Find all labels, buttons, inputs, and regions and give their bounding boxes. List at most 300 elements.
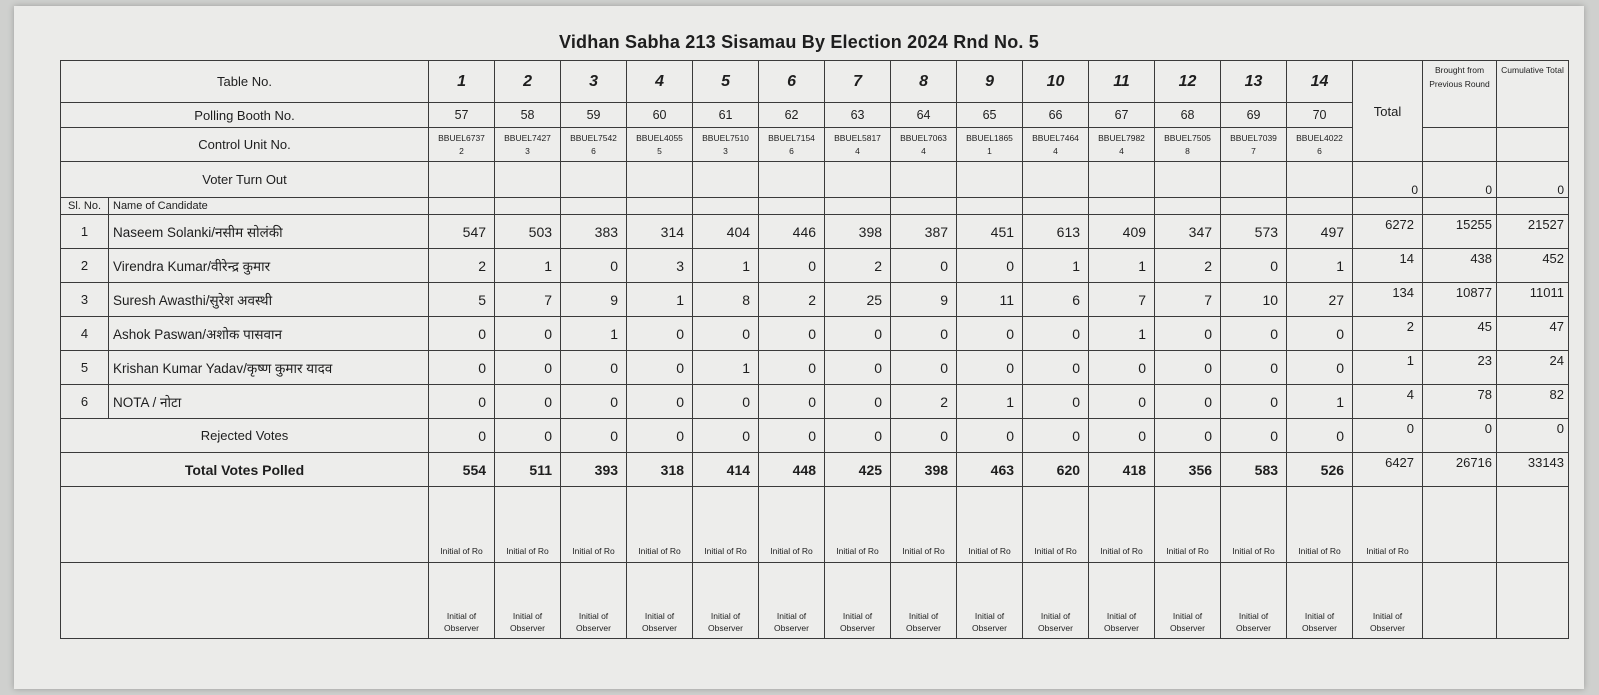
initial-ro-cell: Initial of Ro xyxy=(429,487,495,563)
initial-observer-cell: Initial of Observer xyxy=(1287,563,1353,639)
initial-observer-cell: Initial of Observer xyxy=(429,563,495,639)
initial-observer-cell: Initial of Observer xyxy=(957,563,1023,639)
control-unit-cell xyxy=(495,128,561,162)
total-header: Total xyxy=(1353,61,1423,162)
control-unit-sub: 6 xyxy=(1317,145,1322,156)
candidate-header-blank xyxy=(825,198,891,215)
brought-forward-header: Brought from Previous Round xyxy=(1423,61,1497,128)
vote-cell: 0 xyxy=(891,249,957,283)
row-cumulative: 33143 xyxy=(1497,453,1569,487)
row-total: 14 xyxy=(1353,249,1423,283)
vote-cell: 9 xyxy=(891,283,957,317)
control-unit-label: Control Unit No. xyxy=(61,128,429,162)
vote-cell: 398 xyxy=(891,453,957,487)
vote-cell: 0 xyxy=(495,351,561,385)
table-no-cell: 7 xyxy=(825,61,891,103)
initial-ro-cell: Initial of Ro xyxy=(693,487,759,563)
voter-turnout-cell xyxy=(495,162,561,198)
polling-booth-cell: 58 xyxy=(495,103,561,128)
polling-booth-cell: 63 xyxy=(825,103,891,128)
row-brought-forward: 26716 xyxy=(1423,453,1497,487)
control-unit-sub: 2 xyxy=(459,145,464,156)
candidate-row xyxy=(61,351,1569,385)
control-unit-sub: 4 xyxy=(1119,145,1124,156)
sl-no-cell: 6 xyxy=(61,385,109,419)
initial-ro-cell: Initial of Ro xyxy=(495,487,561,563)
candidate-row xyxy=(61,249,1569,283)
vote-cell: 0 xyxy=(825,351,891,385)
table-no-label: Table No. xyxy=(61,61,429,103)
vote-cell: 2 xyxy=(891,385,957,419)
vote-cell: 0 xyxy=(1155,419,1221,453)
initial-observer-blank xyxy=(1497,563,1569,639)
row-cumulative: 0 xyxy=(1497,419,1569,453)
candidate-name: Virendra Kumar/वीरेन्द्र कुमार xyxy=(109,249,429,283)
row-total: 1 xyxy=(1353,351,1423,385)
vote-cell: 0 xyxy=(495,385,561,419)
vote-cell: 0 xyxy=(1023,419,1089,453)
cumulative-header: Cumulative Total xyxy=(1497,61,1569,128)
vote-cell: 0 xyxy=(561,385,627,419)
candidate-header-blank xyxy=(1353,198,1423,215)
control-unit-cell xyxy=(759,128,825,162)
vote-cell: 451 xyxy=(957,215,1023,249)
vote-cell: 1 xyxy=(1287,385,1353,419)
total-polled-row-label: Total Votes Polled xyxy=(61,453,429,487)
candidate-row xyxy=(61,283,1569,317)
voter-turnout-cell xyxy=(693,162,759,198)
initial-ro-cell: Initial of Ro xyxy=(1221,487,1287,563)
control-unit-cell xyxy=(693,128,759,162)
initial-ro-cell: Initial of Ro xyxy=(825,487,891,563)
control-unit-cell xyxy=(627,128,693,162)
result-table xyxy=(60,60,1569,639)
vote-cell: 356 xyxy=(1155,453,1221,487)
voter-turnout-cell xyxy=(429,162,495,198)
voter-turnout-cell xyxy=(561,162,627,198)
vote-cell: 620 xyxy=(1023,453,1089,487)
sheet-title: Vidhan Sabha 213 Sisamau By Election 2024 Rnd No. 5 xyxy=(558,32,1040,52)
row-cumulative: 24 xyxy=(1497,351,1569,385)
vote-cell: 0 xyxy=(1023,351,1089,385)
initial-observer-cell: Initial of Observer xyxy=(693,563,759,639)
initial-observer-cell: Initial of Observer xyxy=(561,563,627,639)
vote-cell: 1 xyxy=(693,249,759,283)
vote-cell: 0 xyxy=(825,385,891,419)
vote-cell: 0 xyxy=(561,419,627,453)
candidate-name: Suresh Awasthi/सुरेश अवस्थी xyxy=(109,283,429,317)
control-unit-sub: 8 xyxy=(1185,145,1190,156)
vote-cell: 1 xyxy=(1023,249,1089,283)
vote-cell: 387 xyxy=(891,215,957,249)
vote-cell: 1 xyxy=(1287,249,1353,283)
turnout-brought: 0 xyxy=(1423,162,1497,198)
control-unit-cell xyxy=(891,128,957,162)
voter-turnout-cell xyxy=(1023,162,1089,198)
polling-booth-cell: 68 xyxy=(1155,103,1221,128)
row-cumulative: 452 xyxy=(1497,249,1569,283)
vote-cell: 1 xyxy=(1089,249,1155,283)
vote-cell: 383 xyxy=(561,215,627,249)
control-unit-id: BBUEL5817 xyxy=(834,132,881,143)
vote-cell: 0 xyxy=(429,419,495,453)
vote-cell: 1 xyxy=(1089,317,1155,351)
initial-observer-label-blank xyxy=(61,563,429,639)
candidate-header-row xyxy=(61,198,1569,215)
initial-ro-cell: Initial of Ro xyxy=(1287,487,1353,563)
vote-cell: 0 xyxy=(627,317,693,351)
sl-no-header: Sl. No. xyxy=(61,198,109,215)
candidate-header-blank xyxy=(1089,198,1155,215)
vote-cell: 425 xyxy=(825,453,891,487)
vote-cell: 554 xyxy=(429,453,495,487)
initial-ro-label-blank xyxy=(61,487,429,563)
row-brought-forward: 23 xyxy=(1423,351,1497,385)
polling-booth-cell: 59 xyxy=(561,103,627,128)
initial-observer-cell: Initial of Observer xyxy=(495,563,561,639)
polling-booth-cell: 69 xyxy=(1221,103,1287,128)
candidate-header-blank xyxy=(693,198,759,215)
vote-cell: 0 xyxy=(495,419,561,453)
control-unit-sub: 3 xyxy=(723,145,728,156)
initial-observer-cell: Initial of Observer xyxy=(1353,563,1423,639)
table-no-cell: 5 xyxy=(693,61,759,103)
polling-booth-row xyxy=(61,103,1569,128)
voter-turnout-cell xyxy=(1287,162,1353,198)
control-unit-id: BBUEL7510 xyxy=(702,132,749,143)
vote-cell: 0 xyxy=(1089,419,1155,453)
vote-cell: 314 xyxy=(627,215,693,249)
vote-cell: 1 xyxy=(957,385,1023,419)
control-unit-cell xyxy=(1023,128,1089,162)
vote-cell: 0 xyxy=(1287,351,1353,385)
vote-cell: 0 xyxy=(759,385,825,419)
control-unit-sub: 4 xyxy=(921,145,926,156)
vote-cell: 7 xyxy=(1155,283,1221,317)
vote-cell: 0 xyxy=(957,351,1023,385)
vote-cell: 0 xyxy=(627,419,693,453)
polling-booth-cell: 57 xyxy=(429,103,495,128)
voter-turnout-cell xyxy=(1221,162,1287,198)
vote-cell: 1 xyxy=(561,317,627,351)
candidate-header-blank xyxy=(561,198,627,215)
control-unit-cell xyxy=(1089,128,1155,162)
vote-cell: 347 xyxy=(1155,215,1221,249)
control-unit-cell xyxy=(957,128,1023,162)
vote-cell: 526 xyxy=(1287,453,1353,487)
candidate-name: NOTA / नोटा xyxy=(109,385,429,419)
table-no-cell: 3 xyxy=(561,61,627,103)
brought-forward-blank xyxy=(1423,128,1497,162)
candidate-row xyxy=(61,385,1569,419)
vote-cell: 0 xyxy=(759,419,825,453)
vote-cell: 0 xyxy=(1221,351,1287,385)
vote-cell: 3 xyxy=(627,249,693,283)
vote-cell: 0 xyxy=(693,317,759,351)
vote-cell: 0 xyxy=(1287,419,1353,453)
vote-cell: 0 xyxy=(1221,385,1287,419)
voter-turnout-cell xyxy=(1089,162,1155,198)
control-unit-sub: 3 xyxy=(525,145,530,156)
vote-cell: 0 xyxy=(957,317,1023,351)
table-no-cell: 1 xyxy=(429,61,495,103)
polling-booth-cell: 62 xyxy=(759,103,825,128)
initial-observer-cell: Initial of Observer xyxy=(1089,563,1155,639)
vote-cell: 7 xyxy=(1089,283,1155,317)
candidate-header-blank xyxy=(1155,198,1221,215)
row-total: 6427 xyxy=(1353,453,1423,487)
sl-no-cell: 2 xyxy=(61,249,109,283)
vote-cell: 0 xyxy=(429,317,495,351)
vote-cell: 6 xyxy=(1023,283,1089,317)
control-unit-cell xyxy=(1155,128,1221,162)
vote-cell: 0 xyxy=(825,317,891,351)
voter-turnout-cell xyxy=(1155,162,1221,198)
turnout-total: 0 xyxy=(1353,162,1423,198)
row-total: 134 xyxy=(1353,283,1423,317)
vote-cell: 1 xyxy=(693,351,759,385)
control-unit-row xyxy=(61,128,1569,162)
vote-cell: 409 xyxy=(1089,215,1155,249)
vote-cell: 2 xyxy=(1155,249,1221,283)
initial-observer-cell: Initial of Observer xyxy=(1221,563,1287,639)
vote-cell: 0 xyxy=(561,249,627,283)
initial-observer-cell: Initial of Observer xyxy=(627,563,693,639)
table-no-cell: 14 xyxy=(1287,61,1353,103)
control-unit-id: BBUEL7464 xyxy=(1032,132,1079,143)
row-brought-forward: 10877 xyxy=(1423,283,1497,317)
initial-ro-cell: Initial of Ro xyxy=(957,487,1023,563)
initial-ro-row xyxy=(61,487,1569,563)
vote-cell: 0 xyxy=(891,351,957,385)
candidate-header-blank xyxy=(627,198,693,215)
row-total: 0 xyxy=(1353,419,1423,453)
row-brought-forward: 438 xyxy=(1423,249,1497,283)
voter-turnout-cell xyxy=(957,162,1023,198)
initial-observer-row xyxy=(61,563,1569,639)
sl-no-cell: 4 xyxy=(61,317,109,351)
vote-cell: 27 xyxy=(1287,283,1353,317)
vote-cell: 418 xyxy=(1089,453,1155,487)
row-total: 4 xyxy=(1353,385,1423,419)
initial-observer-cell: Initial of Observer xyxy=(759,563,825,639)
row-brought-forward: 15255 xyxy=(1423,215,1497,249)
control-unit-cell xyxy=(825,128,891,162)
candidate-header-blank xyxy=(1423,198,1497,215)
row-cumulative: 21527 xyxy=(1497,215,1569,249)
vote-cell: 0 xyxy=(1155,351,1221,385)
vote-cell: 404 xyxy=(693,215,759,249)
vote-cell: 393 xyxy=(561,453,627,487)
vote-cell: 0 xyxy=(495,317,561,351)
vote-cell: 2 xyxy=(759,283,825,317)
vote-cell: 497 xyxy=(1287,215,1353,249)
vote-cell: 0 xyxy=(429,385,495,419)
row-cumulative: 82 xyxy=(1497,385,1569,419)
vote-cell: 398 xyxy=(825,215,891,249)
vote-cell: 0 xyxy=(957,249,1023,283)
initial-ro-cell: Initial of Ro xyxy=(1155,487,1221,563)
vote-cell: 2 xyxy=(825,249,891,283)
control-unit-id: BBUEL7505 xyxy=(1164,132,1211,143)
row-total: 6272 xyxy=(1353,215,1423,249)
turnout-cumulative: 0 xyxy=(1497,162,1569,198)
table-no-cell: 4 xyxy=(627,61,693,103)
control-unit-id: BBUEL6737 xyxy=(438,132,485,143)
result-sheet xyxy=(14,6,1584,689)
polling-booth-cell: 64 xyxy=(891,103,957,128)
vote-cell: 0 xyxy=(1155,385,1221,419)
vote-cell: 318 xyxy=(627,453,693,487)
vote-cell: 414 xyxy=(693,453,759,487)
table-no-cell: 6 xyxy=(759,61,825,103)
table-no-cell: 13 xyxy=(1221,61,1287,103)
vote-cell: 0 xyxy=(1221,249,1287,283)
vote-cell: 0 xyxy=(627,351,693,385)
vote-cell: 503 xyxy=(495,215,561,249)
vote-cell: 0 xyxy=(1023,317,1089,351)
polling-booth-cell: 66 xyxy=(1023,103,1089,128)
sl-no-cell: 3 xyxy=(61,283,109,317)
control-unit-sub: 5 xyxy=(657,145,662,156)
control-unit-id: BBUEL7982 xyxy=(1098,132,1145,143)
control-unit-cell xyxy=(1221,128,1287,162)
candidate-header-blank xyxy=(957,198,1023,215)
table-no-cell: 12 xyxy=(1155,61,1221,103)
initial-ro-cell: Initial of Ro xyxy=(759,487,825,563)
vote-cell: 0 xyxy=(627,385,693,419)
control-unit-sub: 4 xyxy=(855,145,860,156)
table-no-row xyxy=(61,61,1569,103)
vote-cell: 2 xyxy=(429,249,495,283)
vote-cell: 0 xyxy=(957,419,1023,453)
initial-ro-cell: Initial of Ro xyxy=(627,487,693,563)
control-unit-id: BBUEL4022 xyxy=(1296,132,1343,143)
vote-cell: 583 xyxy=(1221,453,1287,487)
candidate-header-blank xyxy=(891,198,957,215)
vote-cell: 0 xyxy=(561,351,627,385)
vote-cell: 511 xyxy=(495,453,561,487)
initial-ro-blank xyxy=(1497,487,1569,563)
initial-ro-cell: Initial of Ro xyxy=(1353,487,1423,563)
initial-ro-cell: Initial of Ro xyxy=(1023,487,1089,563)
candidate-header-blank xyxy=(429,198,495,215)
vote-cell: 5 xyxy=(429,283,495,317)
vote-cell: 0 xyxy=(825,419,891,453)
vote-cell: 0 xyxy=(1023,385,1089,419)
table-no-cell: 11 xyxy=(1089,61,1155,103)
table-no-cell: 2 xyxy=(495,61,561,103)
vote-cell: 0 xyxy=(759,317,825,351)
voter-turnout-row xyxy=(61,162,1569,198)
polling-booth-cell: 61 xyxy=(693,103,759,128)
table-no-cell: 9 xyxy=(957,61,1023,103)
row-cumulative: 11011 xyxy=(1497,283,1569,317)
rejected-row-label: Rejected Votes xyxy=(61,419,429,453)
control-unit-id: BBUEL7039 xyxy=(1230,132,1277,143)
initial-ro-cell: Initial of Ro xyxy=(561,487,627,563)
vote-cell: 0 xyxy=(759,351,825,385)
vote-cell: 463 xyxy=(957,453,1023,487)
vote-cell: 573 xyxy=(1221,215,1287,249)
voter-turnout-label: Voter Turn Out xyxy=(61,162,429,198)
vote-cell: 446 xyxy=(759,215,825,249)
control-unit-cell xyxy=(1287,128,1353,162)
control-unit-id: BBUEL4055 xyxy=(636,132,683,143)
candidate-name: Naseem Solanki/नसीम सोलंकी xyxy=(109,215,429,249)
control-unit-id: BBUEL7427 xyxy=(504,132,551,143)
control-unit-id: BBUEL7542 xyxy=(570,132,617,143)
initial-observer-cell: Initial of Observer xyxy=(825,563,891,639)
candidate-row xyxy=(61,317,1569,351)
initial-observer-cell: Initial of Observer xyxy=(1155,563,1221,639)
control-unit-id: BBUEL7063 xyxy=(900,132,947,143)
sl-no-cell: 5 xyxy=(61,351,109,385)
vote-cell: 448 xyxy=(759,453,825,487)
polling-booth-cell: 65 xyxy=(957,103,1023,128)
vote-cell: 0 xyxy=(693,419,759,453)
control-unit-sub: 1 xyxy=(987,145,992,156)
vote-cell: 8 xyxy=(693,283,759,317)
total-polled-row xyxy=(61,453,1569,487)
control-unit-sub: 6 xyxy=(789,145,794,156)
vote-cell: 11 xyxy=(957,283,1023,317)
vote-cell: 10 xyxy=(1221,283,1287,317)
polling-booth-label: Polling Booth No. xyxy=(61,103,429,128)
candidate-header-blank xyxy=(1023,198,1089,215)
polling-booth-cell: 70 xyxy=(1287,103,1353,128)
voter-turnout-cell xyxy=(759,162,825,198)
table-no-cell: 10 xyxy=(1023,61,1089,103)
row-brought-forward: 0 xyxy=(1423,419,1497,453)
voter-turnout-cell xyxy=(627,162,693,198)
candidate-row xyxy=(61,215,1569,249)
vote-cell: 9 xyxy=(561,283,627,317)
control-unit-sub: 6 xyxy=(591,145,596,156)
vote-cell: 0 xyxy=(1287,317,1353,351)
vote-cell: 0 xyxy=(1089,351,1155,385)
candidate-header-blank xyxy=(1221,198,1287,215)
control-unit-cell xyxy=(561,128,627,162)
candidate-name: Ashok Paswan/अशोक पासवान xyxy=(109,317,429,351)
polling-booth-cell: 60 xyxy=(627,103,693,128)
vote-cell: 613 xyxy=(1023,215,1089,249)
initial-ro-cell: Initial of Ro xyxy=(1089,487,1155,563)
row-cumulative: 47 xyxy=(1497,317,1569,351)
row-brought-forward: 78 xyxy=(1423,385,1497,419)
candidate-header-blank xyxy=(1497,198,1569,215)
table-no-cell: 8 xyxy=(891,61,957,103)
row-brought-forward: 45 xyxy=(1423,317,1497,351)
vote-cell: 0 xyxy=(1089,385,1155,419)
control-unit-id: BBUEL1865 xyxy=(966,132,1013,143)
voter-turnout-cell xyxy=(825,162,891,198)
vote-cell: 7 xyxy=(495,283,561,317)
candidate-name-header: Name of Candidate xyxy=(109,198,429,215)
vote-cell: 1 xyxy=(495,249,561,283)
rejected-row xyxy=(61,419,1569,453)
initial-ro-blank xyxy=(1423,487,1497,563)
vote-cell: 0 xyxy=(1221,419,1287,453)
control-unit-sub: 7 xyxy=(1251,145,1256,156)
vote-cell: 0 xyxy=(429,351,495,385)
candidate-header-blank xyxy=(1287,198,1353,215)
candidate-header-blank xyxy=(759,198,825,215)
voter-turnout-cell xyxy=(891,162,957,198)
control-unit-sub: 4 xyxy=(1053,145,1058,156)
initial-observer-blank xyxy=(1423,563,1497,639)
vote-cell: 0 xyxy=(693,385,759,419)
